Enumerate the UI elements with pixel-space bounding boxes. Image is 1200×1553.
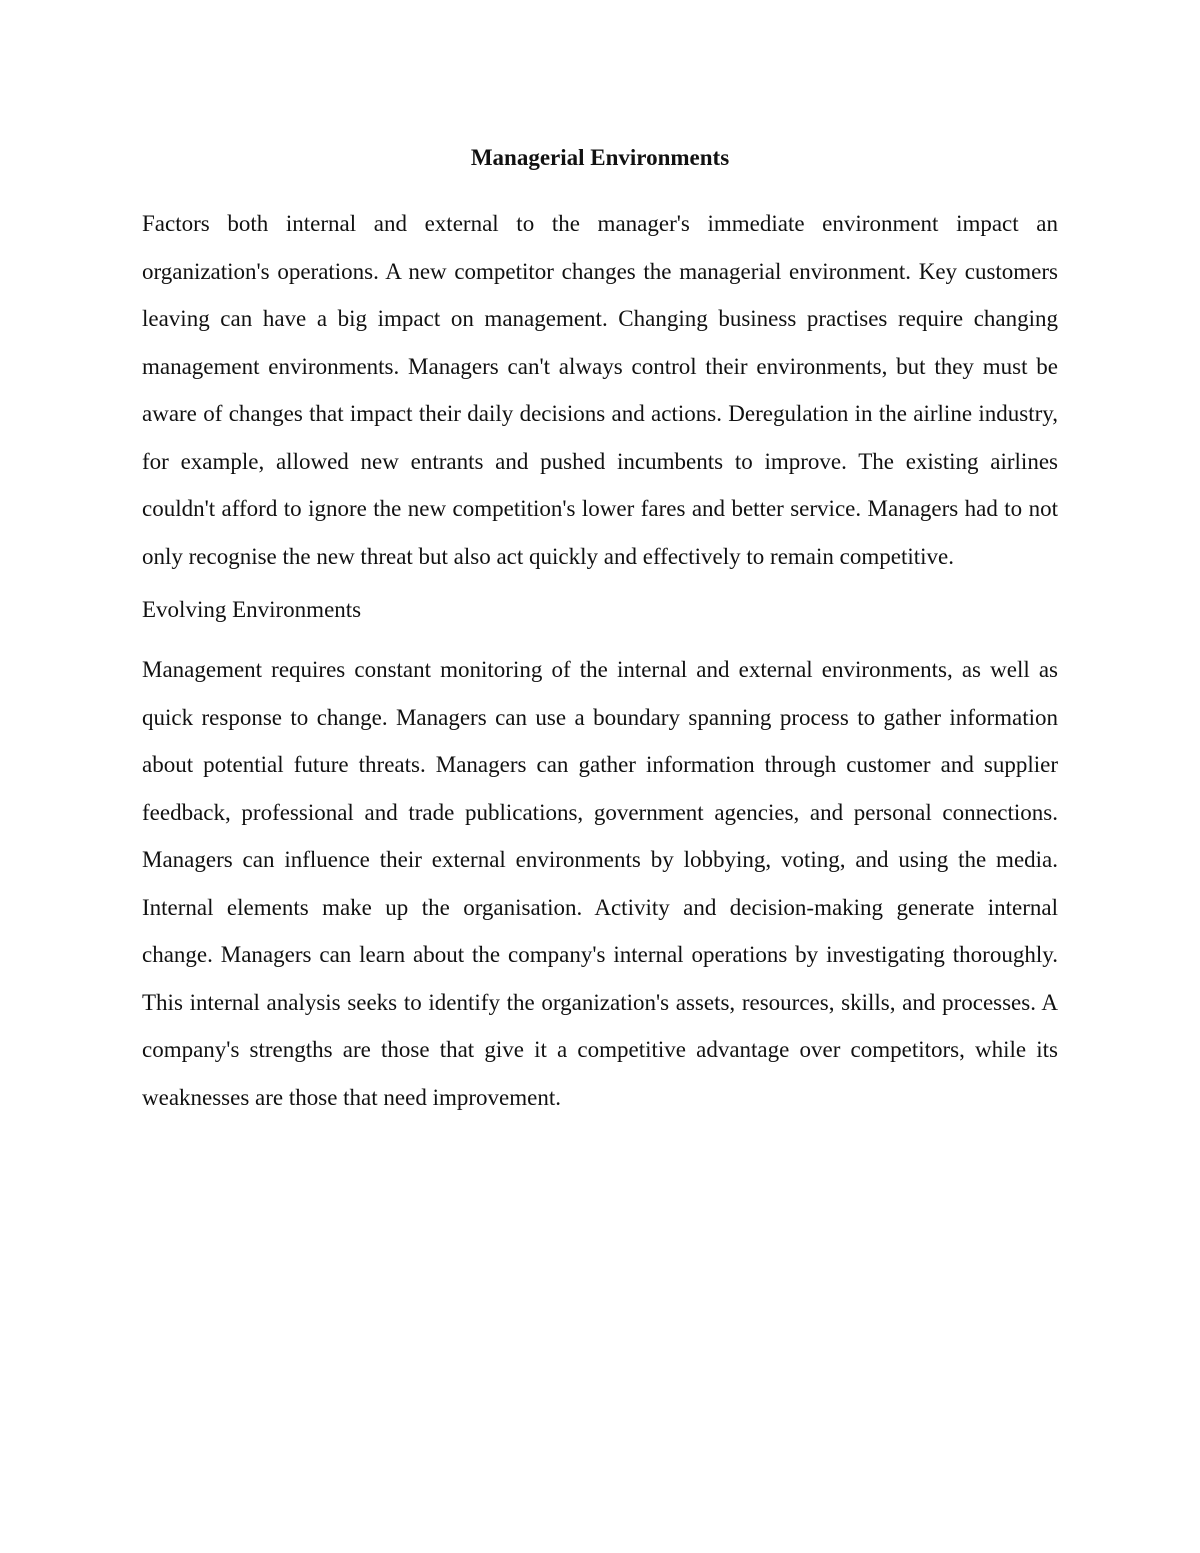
document-body bbox=[142, 138, 1058, 1121]
paragraph-managerial-environments: Factors both internal and external to the manager's immediate environment impact an organization's operations. A new competitor changes the managerial environment. Key customers leaving can have a big impact on management. Changing business practises require changing management environments. Managers can't always control their environments, but they must be aware of changes that impact their daily decisions and actions. Deregulation in the airline industry, for example, allowed new entrants and pushed incumbents to improve. The existing airlines couldn't afford to ignore the new competition's lower fares and better service. Managers had to not only recognise the new threat but also act quickly and effectively to remain competitive. bbox=[142, 211, 1058, 569]
document-title: Managerial Environments bbox=[470, 145, 730, 170]
section-heading-evolving-environments: Evolving Environments bbox=[142, 597, 362, 622]
paragraph-evolving-environments: Management requires constant monitoring of the internal and external environments, as well as quick response to change. Managers can use a boundary spanning process to gather information about potential future threats. Managers can gather information through customer and supplier feedback, professional and trade publications, government agencies, and personal connections. Managers can influence their external environments by lobbying, voting, and using the media. Internal elements make up the organisation. Activity and decision-making generate internal change. Managers can learn about the company's internal operations by investigating thoroughly. This internal analysis seeks to identify the organization's assets, resources, skills, and processes. A company's strengths are those that give it a competitive advantage over competitors, while its weaknesses are those that need improvement. bbox=[142, 657, 1058, 1110]
